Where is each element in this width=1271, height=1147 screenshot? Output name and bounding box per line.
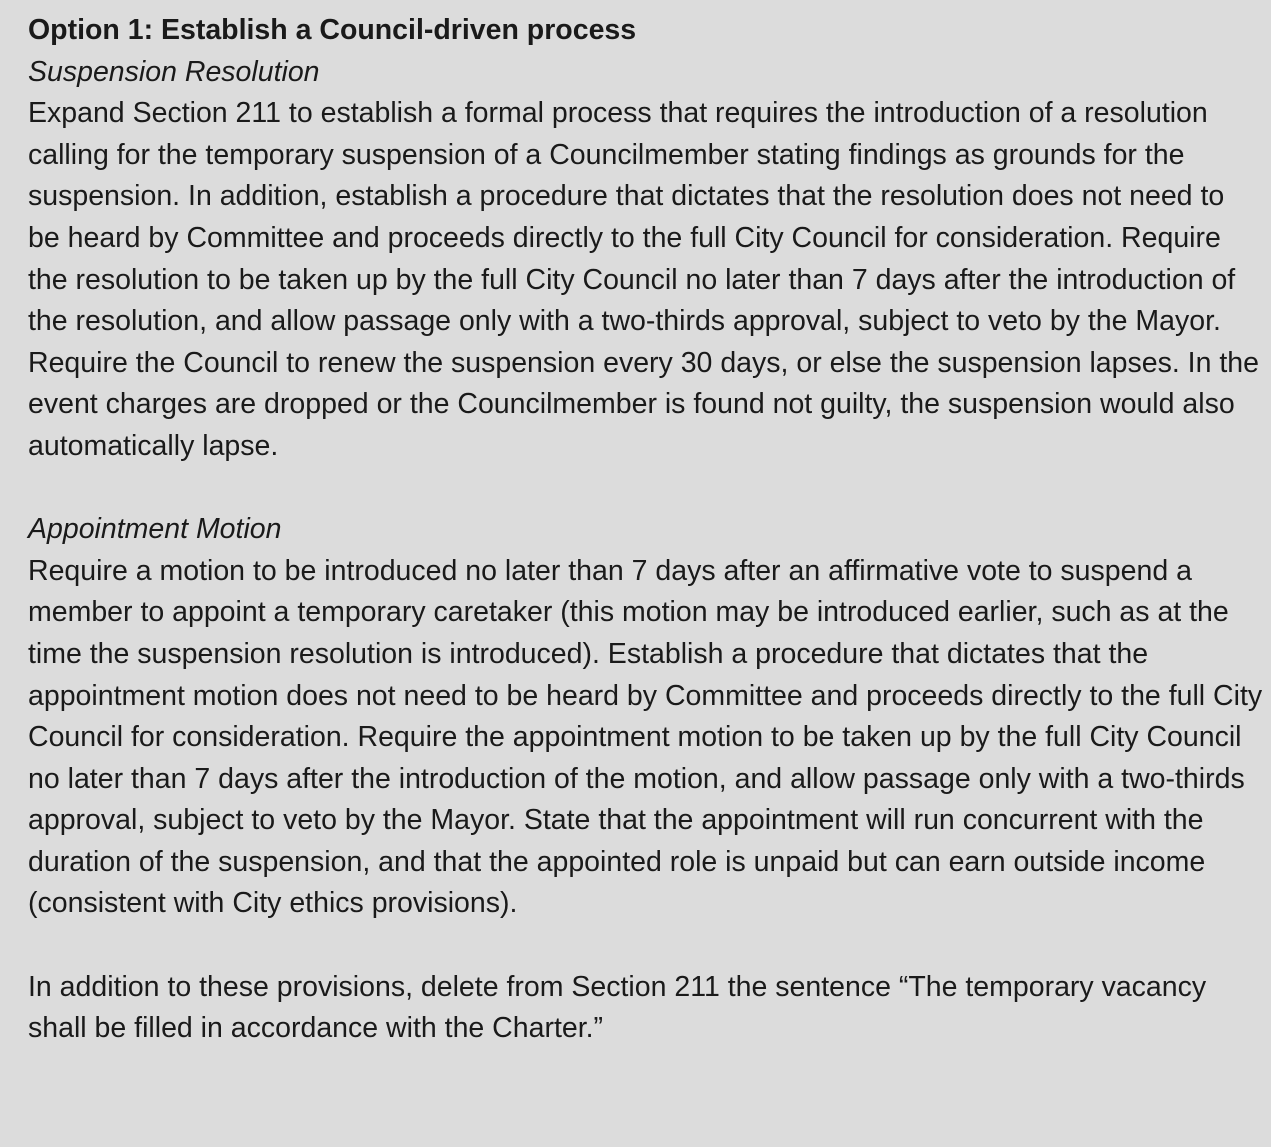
paragraph-spacer: [28, 925, 1263, 967]
suspension-resolution-heading: Suspension Resolution: [28, 55, 320, 88]
document-body: [28, 10, 1263, 1050]
suspension-resolution-paragraph: Expand Section 211 to establish a formal process that requires the introduction of a resolution calling for the temporary suspension of a Councilmember stating findings as grounds for the suspension. In addition, establish a procedure that dictates that the resolution does not need to be heard by Committee and proceeds directly to the full City Council for consideration. Require the resolution to be taken up by the full City Council no later than 7 days after the introduction of the resolution, and allow passage only with a two-thirds approval, subject to veto by the Mayor. Require the Council to renew the suspension every 30 days, or else the suspension lapses. In the event charges are dropped or the Councilmember is found not guilty, the suspension would also automatically lapse.: [28, 97, 1259, 462]
paragraph-spacer: [28, 468, 1263, 510]
option-title: Option 1: Establish a Council-driven process: [28, 14, 637, 46]
appointment-motion-heading: Appointment Motion: [28, 513, 282, 546]
appointment-motion-paragraph: Require a motion to be introduced no later than 7 days after an affirmative vote to suspend a member to appoint a temporary caretaker (this motion may be introduced earlier, such as at the time the suspension resolution is introduced). Establish a procedure that dictates that the appointment motion does not need to be heard by Committee and proceeds directly to the full City Council for consideration. Require the appointment motion to be taken up by the full City Council no later than 7 days after the introduction of the motion, and allow passage only with a two-thirds approval, subject to veto by the Mayor. State that the appointment will run concurrent with the duration of the suspension, and that the appointed role is unpaid but can earn outside income (consistent with City ethics provisions).: [28, 554, 1263, 920]
closing-paragraph: In addition to these provisions, delete from Section 211 the sentence “The temporary vacancy shall be filled in accordance with the Charter.”: [28, 970, 1207, 1045]
